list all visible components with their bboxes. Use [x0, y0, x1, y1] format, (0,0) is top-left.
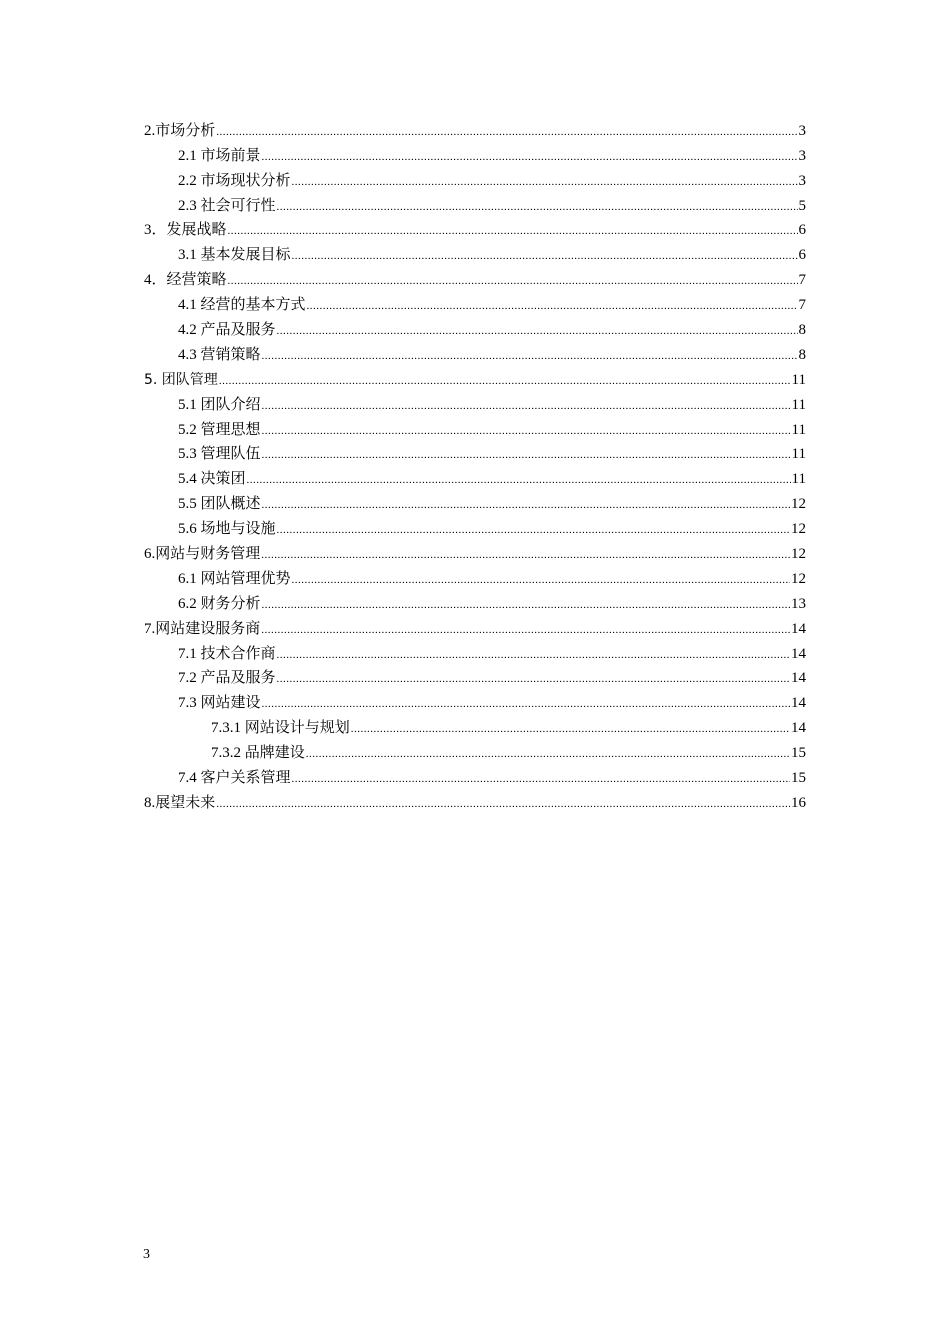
toc-entry[interactable]: [0, 639, 950, 664]
dot-leader: [262, 148, 798, 166]
toc-entry-title: 4.1 经营的基本方式: [178, 297, 306, 314]
toc-entry[interactable]: [0, 464, 950, 489]
table-of-contents: [0, 116, 950, 813]
toc-entry-row: [178, 694, 806, 713]
toc-entry-title: 7.3.2 品牌建设: [211, 745, 305, 762]
toc-entry-title: 4.3 营销策略: [178, 346, 261, 363]
toc-entry-page-number: 12: [791, 546, 806, 563]
toc-entry[interactable]: [0, 315, 950, 340]
toc-entry-page-number: 12: [791, 570, 806, 587]
toc-entry-title: 7.3.1 网站设计与规划: [211, 720, 350, 737]
toc-entry-title: 6.1 网站管理优势: [178, 570, 291, 587]
toc-entry-title: 8.展望未来: [144, 794, 216, 811]
toc-entry-page-number: 14: [791, 695, 806, 712]
toc-entry-row: [178, 520, 806, 539]
toc-entry-page-number: 14: [791, 645, 806, 662]
toc-entry-title: 4.2 产品及服务: [178, 322, 276, 339]
toc-entry[interactable]: [0, 116, 950, 141]
toc-entry-title: 7.3 网站建设: [178, 695, 261, 712]
toc-entry-row: [178, 172, 806, 191]
toc-entry-title: 6.网站与财务管理: [144, 546, 261, 563]
toc-entry-row: [178, 421, 806, 440]
dot-leader: [351, 720, 790, 738]
toc-entry-page-number: 8: [798, 322, 806, 339]
toc-entry-title: 5.1 团队介绍: [178, 396, 261, 413]
toc-entry-page-number: 3: [798, 122, 806, 139]
toc-entry-row: [178, 470, 806, 489]
toc-entry[interactable]: [0, 564, 950, 589]
toc-entry-page-number: 7: [798, 272, 806, 289]
page-number: 3: [143, 1247, 150, 1262]
toc-entry[interactable]: [0, 141, 950, 166]
toc-entry-page-number: 14: [791, 620, 806, 637]
toc-entry-page-number: 12: [791, 496, 806, 513]
toc-entry-page-number: 5: [798, 197, 806, 214]
toc-entry[interactable]: [0, 166, 950, 191]
dot-leader: [292, 173, 798, 191]
toc-entry-title: 2.市场分析: [144, 122, 216, 139]
toc-entry-page-number: 14: [791, 670, 806, 687]
toc-entry-title: 7.网站建设服务商: [144, 620, 261, 637]
dot-leader: [216, 795, 790, 813]
toc-entry-page-number: 16: [791, 794, 806, 811]
toc-entry[interactable]: [0, 415, 950, 440]
toc-entry-title: 6.2 财务分析: [178, 595, 261, 612]
toc-entry-page-number: 15: [791, 770, 806, 787]
toc-entry-title: 2.2 市场现状分析: [178, 172, 291, 189]
dot-leader: [277, 646, 790, 664]
toc-entry-row: [178, 197, 806, 216]
toc-entry[interactable]: [0, 664, 950, 689]
dot-leader: [306, 745, 790, 763]
toc-entry-title: 7.2 产品及服务: [178, 670, 276, 687]
toc-entry-title: 5.6 场地与设施: [178, 521, 276, 538]
toc-entry-title: 5.2 管理思想: [178, 421, 261, 438]
toc-entry-page-number: 11: [791, 446, 806, 463]
toc-entry-row: [178, 769, 806, 788]
dot-leader: [262, 446, 791, 464]
toc-entry[interactable]: [0, 713, 950, 738]
dot-leader: [262, 596, 790, 614]
toc-entry-title: 3.1 基本发展目标: [178, 247, 291, 264]
toc-entry-row: [178, 595, 806, 614]
dot-leader: [292, 247, 798, 265]
toc-entry-title: 4．经营策略: [144, 272, 227, 289]
toc-entry-title: 7.4 客户关系管理: [178, 770, 291, 787]
toc-entry-page-number: 6: [798, 247, 806, 264]
toc-entry[interactable]: [0, 788, 950, 813]
toc-entry-page-number: 11: [791, 371, 806, 388]
toc-entry-row: [144, 221, 806, 240]
toc-entry-page-number: 12: [791, 521, 806, 538]
toc-entry-page-number: 3: [798, 147, 806, 164]
dot-leader: [277, 198, 798, 216]
toc-entry-title: 3．发展战略: [144, 222, 227, 239]
dot-leader: [247, 471, 791, 489]
dot-leader: [228, 222, 798, 240]
toc-entry-page-number: 11: [791, 421, 806, 438]
dot-leader: [262, 496, 790, 514]
toc-entry[interactable]: [0, 614, 950, 639]
toc-entry[interactable]: [0, 216, 950, 241]
toc-entry-title: 7.1 技术合作商: [178, 645, 276, 662]
toc-entry[interactable]: [0, 688, 950, 713]
toc-entry-title: 5.3 管理队伍: [178, 446, 261, 463]
toc-entry[interactable]: [0, 191, 950, 216]
dot-leader: [277, 322, 798, 340]
dot-leader: [262, 422, 791, 440]
toc-entry-row: [144, 545, 806, 564]
dot-leader: [292, 571, 790, 589]
toc-entry[interactable]: [0, 589, 950, 614]
toc-entry-row: [144, 371, 806, 390]
toc-entry-row: [178, 570, 806, 589]
toc-entry-title: 2.3 社会可行性: [178, 197, 276, 214]
toc-entry-page-number: 6: [798, 222, 806, 239]
dot-leader: [261, 621, 790, 639]
dot-leader: [262, 347, 798, 365]
toc-entry-row: [144, 620, 806, 639]
toc-entry[interactable]: [0, 514, 950, 539]
dot-leader: [216, 123, 797, 141]
toc-entry-row: [178, 246, 806, 265]
toc-entry[interactable]: [0, 265, 950, 290]
toc-entry[interactable]: [0, 763, 950, 788]
toc-entry-row: [178, 396, 806, 415]
toc-entry-row: [144, 271, 806, 290]
toc-entry-page-number: 11: [791, 396, 806, 413]
toc-entry-title: 5.5 团队概述: [178, 496, 261, 513]
toc-entry-page-number: 8: [798, 346, 806, 363]
toc-entry[interactable]: [0, 240, 950, 265]
toc-entry-page-number: 15: [791, 745, 806, 762]
toc-entry[interactable]: [0, 489, 950, 514]
dot-leader: [277, 521, 790, 539]
dot-leader: [277, 670, 790, 688]
dot-leader: [228, 272, 798, 290]
toc-entry-page-number: 13: [791, 595, 806, 612]
dot-leader: [262, 397, 791, 415]
toc-entry-row: [178, 495, 806, 514]
toc-entry-title: 5. 团队管理: [144, 371, 218, 388]
toc-entry-row: [144, 794, 806, 813]
toc-entry-row: [178, 445, 806, 464]
dot-leader: [219, 372, 791, 390]
toc-entry-row: [178, 645, 806, 664]
dot-leader: [262, 695, 790, 713]
toc-entry-row: [178, 296, 806, 315]
toc-entry-page-number: 3: [798, 172, 806, 189]
toc-entry[interactable]: [0, 539, 950, 564]
dot-leader: [292, 770, 790, 788]
toc-entry-title: 2.1 市场前景: [178, 147, 261, 164]
toc-entry[interactable]: [0, 390, 950, 415]
dot-leader: [261, 546, 790, 564]
toc-entry[interactable]: [0, 440, 950, 465]
toc-entry-page-number: 11: [791, 471, 806, 488]
toc-entry[interactable]: [0, 290, 950, 315]
toc-entry-row: [178, 346, 806, 365]
toc-entry[interactable]: [0, 738, 950, 763]
toc-entry-row: [144, 122, 806, 141]
dot-leader: [307, 297, 798, 315]
toc-entry-row: [211, 719, 806, 738]
toc-entry-row: [211, 744, 806, 763]
toc-entry[interactable]: [0, 340, 950, 365]
toc-entry-title: 5.4 决策团: [178, 471, 246, 488]
toc-entry-row: [178, 321, 806, 340]
toc-entry-page-number: 14: [791, 720, 806, 737]
toc-entry-page-number: 7: [798, 297, 806, 314]
toc-entry-row: [178, 147, 806, 166]
toc-entry-row: [178, 669, 806, 688]
toc-entry[interactable]: [0, 365, 950, 390]
